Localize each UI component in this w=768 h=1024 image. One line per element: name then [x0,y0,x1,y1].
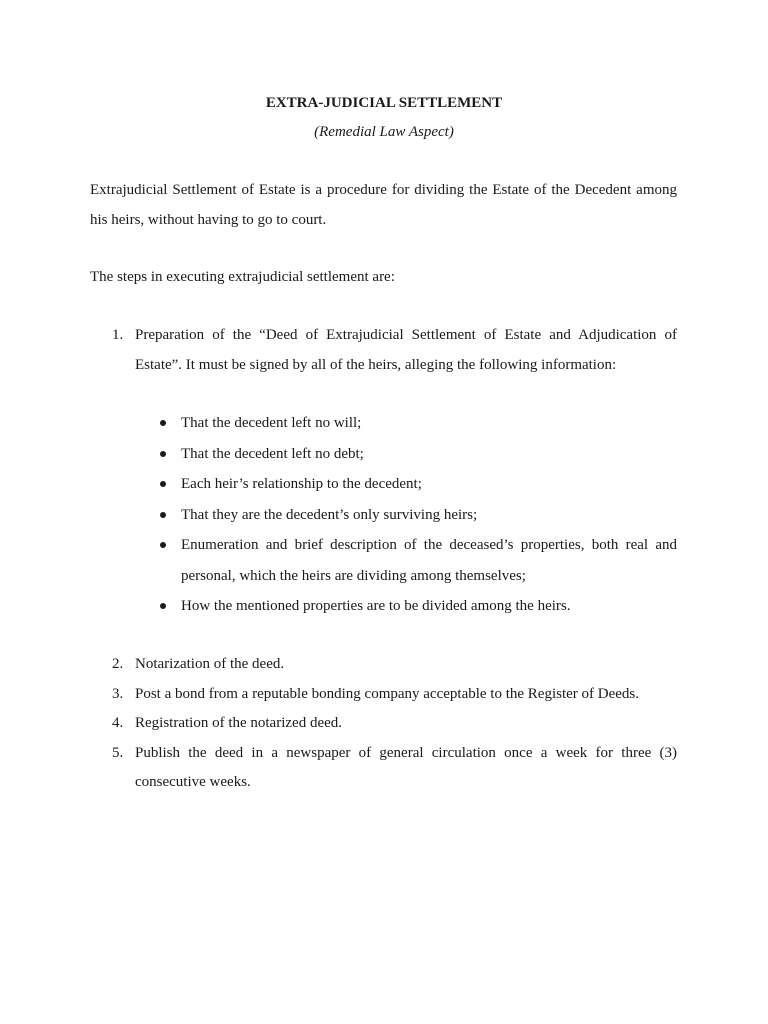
information-bullet-list [90,408,677,622]
bullet-icon [160,451,166,457]
bullet-item [90,530,677,591]
document-title: EXTRA-JUDICIAL SETTLEMENT [265,95,503,111]
bullet-item [90,469,677,500]
bullet-icon [160,420,166,426]
step-number: 1. [112,327,124,343]
steps-list-rest [90,650,677,798]
bullet-text: How the mentioned properties are to be divided among the heirs. [181,598,571,614]
step-text: Preparation of the “Deed of Extrajudicial Settlement of Estate and Adjudication of Estate”. It must be signed by all of the heirs, alleging the following information: [135,327,677,373]
bullet-text: That the decedent left no will; [181,415,362,431]
steps-intro-paragraph: The steps in executing extrajudicial settlement are: [90,269,395,285]
step-item-3 [90,680,677,710]
step-item-2 [90,650,677,680]
bullet-text: That they are the decedent’s only surviving heirs; [181,506,478,523]
bullet-text: Enumeration and brief description of the deceased’s properties, both real and personal, which the heirs are dividing among themselves; [181,537,677,584]
bullet-icon [160,512,166,518]
step-item-5 [90,739,677,798]
bullet-item [90,439,677,470]
intro-paragraph: Extrajudicial Settlement of Estate is a procedure for dividing the Estate of the Decedent among his heirs, without having to go to court. [90,182,677,228]
bullet-item [90,500,677,531]
bullet-text: Each heir’s relationship to the decedent; [181,476,422,492]
step-number: 3. [112,685,124,702]
step-text: Notarization of the deed. [135,656,285,672]
step-number: 2. [112,656,124,672]
document-subtitle: (Remedial Law Aspect) [314,124,454,140]
step-number: 5. [112,744,124,761]
step-item-1 [90,321,677,380]
bullet-icon [160,481,166,487]
step-number: 4. [112,715,124,731]
bullet-icon [160,542,166,548]
step-text: Registration of the notarized deed. [135,715,343,731]
bullet-item [90,591,677,622]
steps-list-first [90,321,677,380]
step-text: Publish the deed in a newspaper of general circulation once a week for three (3) consecutive weeks. [135,744,677,790]
bullet-text: That the decedent left no debt; [181,445,364,462]
step-text: Post a bond from a reputable bonding company acceptable to the Register of Deeds. [135,685,640,702]
bullet-item [90,408,677,439]
bullet-icon [160,603,166,609]
step-item-4 [90,709,677,739]
